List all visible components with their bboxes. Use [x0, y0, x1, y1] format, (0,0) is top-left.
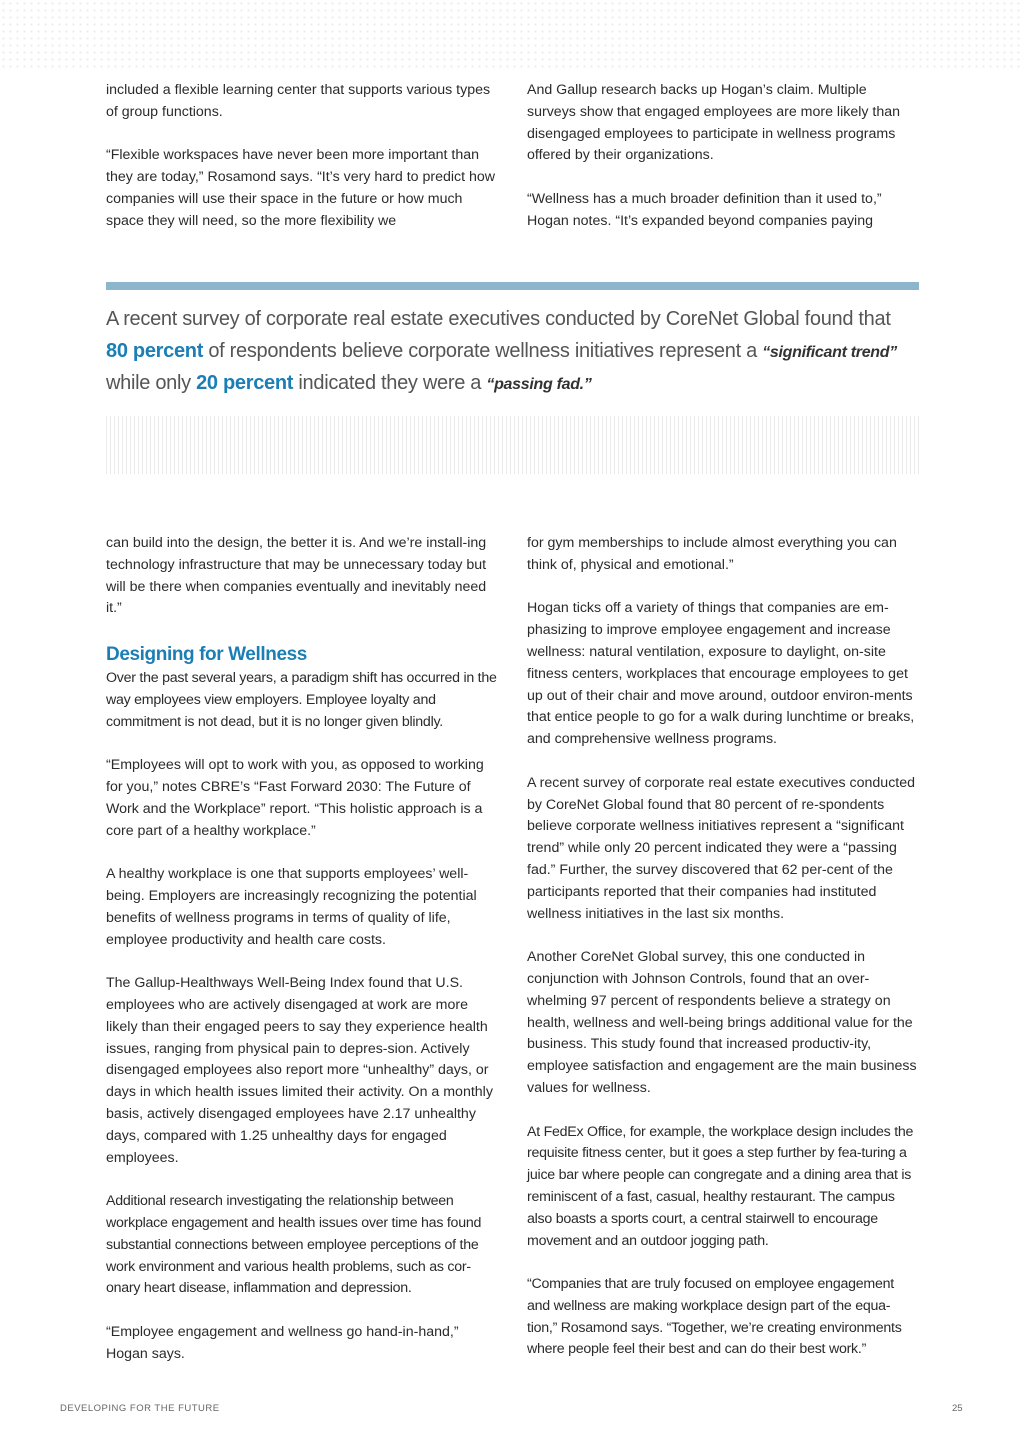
page-number: 25	[952, 1403, 963, 1414]
pullquote-quote-fad: “passing fad.”	[486, 376, 592, 393]
bottom-right-column	[527, 533, 919, 1361]
paragraph: Another CoreNet Global survey, this one conducted in conjunction with Johnson Controls, found that an over-whelming 97 percent of respondents believe a strategy on health, wellness and well-being brings additional value for the business. This study found that increased productiv-ity, employee satisfaction and engagement are the main business values for wellness.	[527, 949, 917, 1096]
pullquote-stat-80: 80 percent	[106, 339, 204, 362]
pullquote-line1: A recent survey of corporate real estate executives conducted by CoreNet Global found that	[106, 308, 891, 330]
decorative-dot-pattern	[0, 0, 1024, 70]
paragraph: Over the past several years, a paradigm shift has occurred in the way employees view employers. Employee loyalty and commitment is not dead, but it is no longer given blindly.	[106, 669, 497, 730]
pullquote-text: while only	[106, 372, 197, 394]
paragraph: included a flexible learning center that supports various types of group functions.	[106, 82, 491, 120]
pull-quote	[106, 304, 919, 401]
pullquote-text: indicated they were a	[293, 372, 487, 394]
paragraph: And Gallup research backs up Hogan’s claim. Multiple surveys show that engaged employees are more likely than disengaged employees to participate in wellness programs offered by their organizations.	[527, 82, 901, 164]
paragraph: The Gallup-Healthways Well-Being Index found that U.S. employees who are actively disengaged at work are more likely than their engaged peers to say they experience health issues, ranging from physical pain to depres-sion. Actively disengaged employees also report more “unhealthy” days, or days in which health issues limited their activity. On a monthly basis, actively disengaged employees have 2.17 unhealthy days, compared with 1.25 unhealthy days for engaged employees.	[106, 975, 493, 1166]
paragraph: can build into the design, the better it is. And we’re install-ing technology infrastructure that may be unnecessary today but will be there when companies eventually and inevitably need it.”	[106, 535, 487, 617]
footer-title: DEVELOPING FOR THE FUTURE	[60, 1403, 220, 1414]
top-right-column	[527, 80, 919, 233]
paragraph: “Employees will opt to work with you, as opposed to working for you,” notes CBRE’s “Fast Forward 2030: The Future of Work and the Workplace” report. “This holistic approach is a core part of a healthy workplace.”	[106, 757, 484, 839]
paragraph: A recent survey of corporate real estate executives conducted by CoreNet Global found that 80 percent of re-spondents believe corporate wellness initiatives represent a “significant trend” while only 20 percent indicated they were a “passing fad.” Further, the survey discovered that 62 per-cent of the participants reported that their companies had instituted wellness initiatives in the last six months.	[527, 774, 916, 922]
paragraph: A healthy workplace is one that supports employees’ well-being. Employers are increasingly recognizing the potential benefits of wellness programs in terms of quality of life, employee productivity and health care costs.	[106, 866, 477, 948]
pullquote-stat-20: 20 percent	[196, 372, 294, 394]
bottom-left-column	[106, 533, 498, 1365]
section-heading: Designing for Wellness	[106, 643, 307, 665]
paragraph: “Employee engagement and wellness go hand-in-hand,” Hogan says.	[106, 1323, 459, 1362]
paragraph: for gym memberships to include almost everything you can think of, physical and emotional.”	[527, 535, 897, 573]
paragraph: Additional research investigating the relationship between workplace engagement and health issues over time has found substantial connections between employee perceptions of the work environment and various health problems, such as cor-onary heart disease, inflammation and depression.	[106, 1193, 482, 1297]
pullquote-text: of respondents believe corporate wellness initiatives represent a	[203, 339, 763, 362]
paragraph: “Companies that are truly focused on employee engagement and wellness are making workplace design part of the equa-tion,” Rosamond says. “Together, we’re creating environments where people feel their best and can do their best work.”	[527, 1276, 902, 1358]
pullquote-quote-trend: “significant trend”	[762, 343, 897, 361]
paragraph: At FedEx Office, for example, the workplace design includes the requisite fitness center, but it goes a step further by fea-turing a juice bar where people can congregate and a dining area that is reminiscent of a fast, casual, healthy restaurant. The campus also boasts a sports court, a central stairwell to encourage movement and an outdoor jogging path.	[527, 1123, 914, 1249]
pullquote-rule	[106, 282, 919, 290]
decorative-stripe-band	[106, 416, 919, 474]
top-left-column	[106, 80, 498, 233]
paragraph: Hogan ticks off a variety of things that companies are em-phasizing to improve employee engagement and increase wellness: natural ventilation, exposure to daylight, on-site fitness centers, workplaces that encourage employees to get up out of their chair and move around, outdoor environ-ments that entice people to go for a walk during lunchtime or breaks, and comprehensive wellness programs.	[527, 600, 915, 748]
paragraph: “Wellness has a much broader definition than it used to,” Hogan notes. “It’s expanded beyond companies paying	[527, 190, 882, 229]
paragraph: “Flexible workspaces have never been more important than they are today,” Rosamond says. “It’s very hard to predict how companies will use their space in the future or how much space they will need, so the more flexibility we	[106, 147, 496, 229]
